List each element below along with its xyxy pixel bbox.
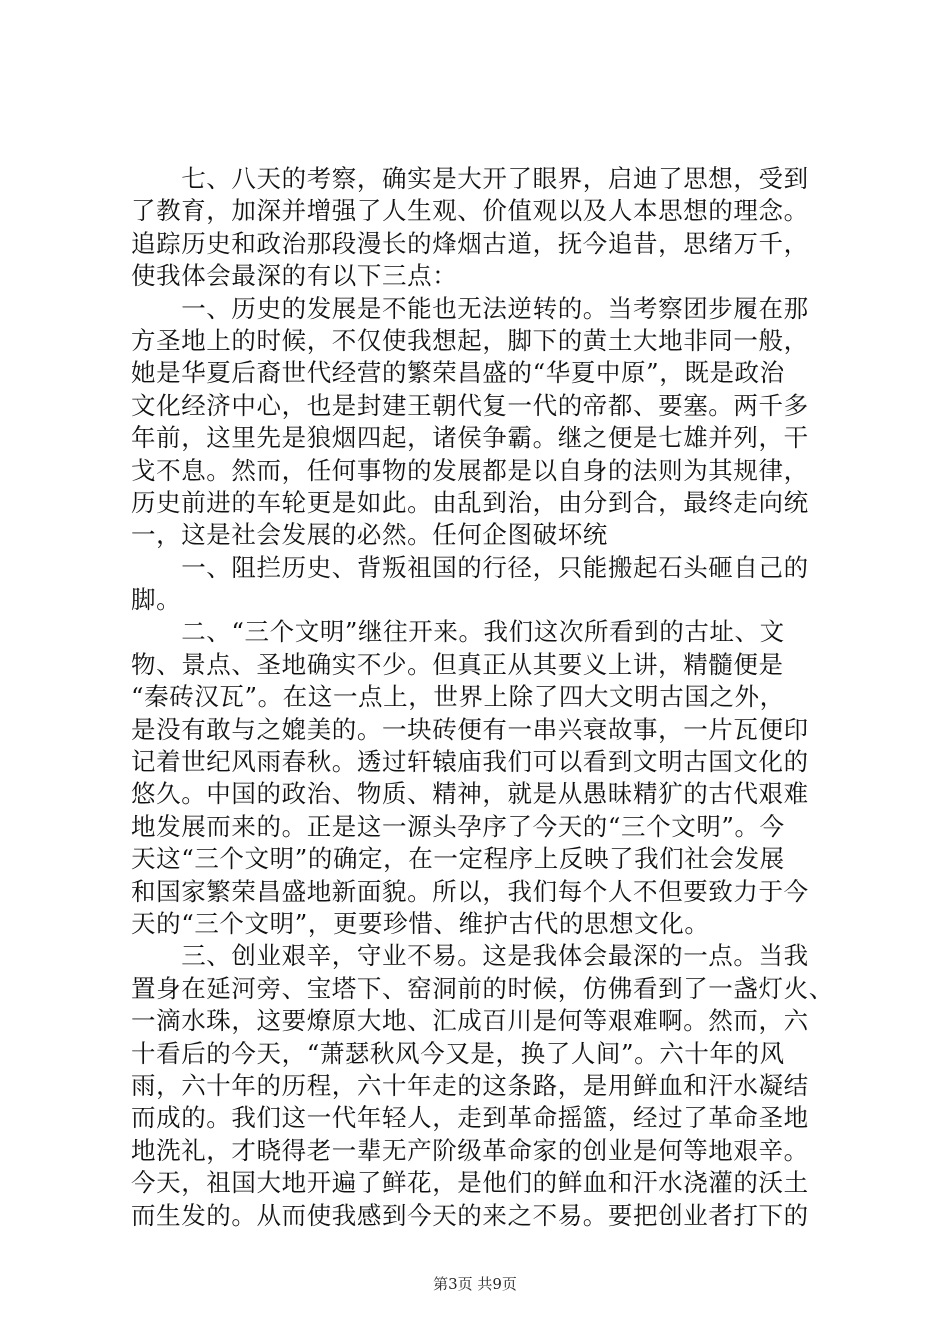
text-line: 而生发的。从而使我感到今天的来之不易。要把创业者打下的 xyxy=(131,1200,809,1230)
text-line: 置身在延河旁、宝塔下、窑洞前的时候，仿佛看到了一盏灯火、 xyxy=(131,973,834,1003)
text-line: 历史前进的车轮更是如此。由乱到治，由分到合，最终走向统 xyxy=(131,487,809,517)
text-line: 了教育，加深并增强了人生观、价值观以及人本思想的理念。 xyxy=(131,196,809,226)
text-line: 而成的。我们这一代年轻人，走到革命摇篮，经过了革命圣地 xyxy=(131,1103,809,1133)
text-line: 记着世纪风雨春秋。透过轩辕庙我们可以看到文明古国文化的 xyxy=(131,747,809,777)
text-line: 追踪历史和政治那段漫长的烽烟古道，抚今追昔，思绪万千， xyxy=(131,228,809,258)
text-line: 地发展而来的。正是这一源头孕序了今天的“三个文明”。今 xyxy=(131,811,785,841)
text-line: 天这“三个文明”的确定，在一定程序上反映了我们社会发展 xyxy=(131,844,785,874)
page-number-footer: 第3页 共9页 xyxy=(433,1275,517,1293)
text-line: 一滴水珠，这要燎原大地、汇成百川是何等艰难啊。然而，六 xyxy=(131,1006,809,1036)
text-line: 物、景点、圣地确实不少。但真正从其要义上讲，精髓便是 xyxy=(131,649,784,679)
text-line: 雨，六十年的历程，六十年走的这条路，是用鲜血和汗水凝结 xyxy=(131,1070,809,1100)
text-line: 年前，这里先是狼烟四起，诸侯争霸。继之便是七雄并列，干 xyxy=(131,423,809,453)
text-line: 悠久。中国的政治、物质、精神，就是从愚昧精犷的古代艰难 xyxy=(131,779,809,809)
text-line: 一，这是社会发展的必然。任何企图破坏统 xyxy=(131,520,608,550)
text-line: 三、创业艰辛，守业不易。这是我体会最深的一点。当我 xyxy=(131,941,809,971)
text-line: 和国家繁荣昌盛地新面貌。所以，我们每个人不但要致力于今 xyxy=(131,876,809,906)
text-line: 是没有敢与之媲美的。一块砖便有一串兴衰故事，一片瓦便印 xyxy=(131,714,809,744)
text-line: “秦砖汉瓦”。在这一点上，世界上除了四大文明古国之外， xyxy=(131,682,785,712)
text-line: 她是华夏后裔世代经营的繁荣昌盛的“华夏中原”，既是政治 xyxy=(131,358,785,388)
text-line: 脚。 xyxy=(131,585,182,615)
text-line: 今天，祖国大地开遍了鲜花，是他们的鲜血和汗水浇灌的沃土 xyxy=(131,1168,809,1198)
text-line: 使我体会最深的有以下三点： xyxy=(131,261,458,291)
text-line: 二、“三个文明”继往开来。我们这次所看到的古址、文 xyxy=(131,617,785,647)
document-body xyxy=(131,163,834,1232)
text-line: 天的“三个文明”，更要珍惜、维护古代的思想文化。 xyxy=(131,908,710,938)
text-line: 方圣地上的时候，不仅使我想起，脚下的黄土大地非同一般， xyxy=(131,325,809,355)
text-line: 十看后的今天，“萧瑟秋风今又是，换了人间”。六十年的风 xyxy=(131,1038,785,1068)
text-line: 一、阻拦历史、背叛祖国的行径，只能搬起石头砸自己的 xyxy=(131,552,809,582)
text-line: 文化经济中心，也是封建王朝代复一代的帝都、要塞。两千多 xyxy=(131,390,809,420)
text-line: 地洗礼，才晓得老一辈无产阶级革命家的创业是何等地艰辛。 xyxy=(131,1135,809,1165)
text-line: 一、历史的发展是不能也无法逆转的。当考察团步履在那 xyxy=(131,293,809,323)
text-line: 七、八天的考察，确实是大开了眼界，启迪了思想，受到 xyxy=(131,164,809,193)
text-line: 戈不息。然而，任何事物的发展都是以自身的法则为其规律， xyxy=(131,455,809,485)
